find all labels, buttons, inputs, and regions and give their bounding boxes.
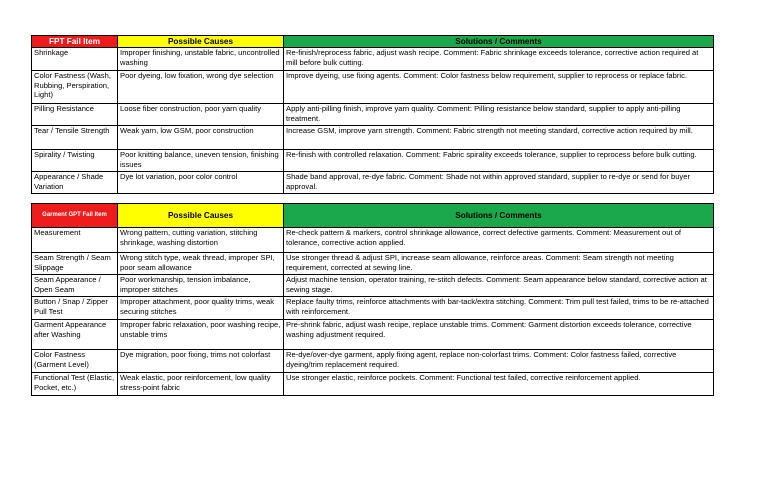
header-fail-item: Garment GPT Fail Item xyxy=(32,204,118,228)
table-row xyxy=(32,373,714,396)
table-row xyxy=(32,48,714,71)
solution-cell: Use stronger elastic, reinforce pockets. Comment: Functional test failed, corrective reinforcement applied. xyxy=(284,373,714,396)
garment-gpt-table xyxy=(31,203,714,396)
solution-cell: Re-check pattern & markers, control shrinkage allowance, correct defective garments. Comment: Measurement out of tolerance, corrective action applied. xyxy=(284,228,714,253)
header-solutions: Solutions / Comments xyxy=(284,204,714,228)
causes-cell: Poor workmanship, tension imbalance, improper stitches xyxy=(118,275,284,297)
fail-item-cell: Measurement xyxy=(32,228,118,253)
causes-cell: Poor knitting balance, uneven tension, finishing issues xyxy=(118,150,284,172)
fail-item-cell: Button / Snap / Zipper Pull Test xyxy=(32,297,118,320)
causes-cell: Weak elastic, poor reinforcement, low quality stress-point fabric xyxy=(118,373,284,396)
fail-item-cell: Color Fastness (Garment Level) xyxy=(32,350,118,373)
solution-cell: Apply anti-pilling finish, improve yarn quality. Comment: Pilling resistance below standard, supplier to apply anti-pilling treatment. xyxy=(284,104,714,126)
header-solutions: Solutions / Comments xyxy=(284,36,714,48)
fail-item-cell: Tear / Tensile Strength xyxy=(32,126,118,150)
solution-cell: Re-finish/reprocess fabric, adjust wash recipe. Comment: Fabric shrinkage exceeds tolerance, corrective action required at mill before bulk cutting. xyxy=(284,48,714,71)
causes-cell: Loose fiber construction, poor yarn quality xyxy=(118,104,284,126)
solution-cell: Use stronger thread & adjust SPI, increase seam allowance, reinforce areas. Comment: Seam strength not meeting requirement, corrected at sewing line. xyxy=(284,253,714,275)
fail-item-cell: Shrinkage xyxy=(32,48,118,71)
solution-cell: Replace faulty trims, reinforce attachments with bar-tack/extra stitching. Comment: Trim pull test failed, trims to be re-attached with reinforcement. xyxy=(284,297,714,320)
solution-cell: Shade band approval, re-dye fabric. Comment: Shade not within approved standard, supplier to re-dye or send for buyer approval. xyxy=(284,172,714,194)
fail-item-cell: Seam Appearance / Open Seam xyxy=(32,275,118,297)
table-header-row xyxy=(32,204,714,228)
table-row xyxy=(32,320,714,350)
fail-item-cell: Spirality / Twisting xyxy=(32,150,118,172)
causes-cell: Dye migration, poor fixing, trims not colorfast xyxy=(118,350,284,373)
causes-cell: Improper attachment, poor quality trims, weak securing stitches xyxy=(118,297,284,320)
table-row xyxy=(32,104,714,126)
fail-item-cell: Garment Appearance after Washing xyxy=(32,320,118,350)
solution-cell: Pre-shrink fabric, adjust wash recipe, replace unstable trims. Comment: Garment distortion exceeds tolerance, corrective washing adjustment required. xyxy=(284,320,714,350)
table-row xyxy=(32,71,714,104)
table-row xyxy=(32,253,714,275)
causes-cell: Improper fabric relaxation, poor washing recipe, unstable trims xyxy=(118,320,284,350)
causes-cell: Wrong stitch type, weak thread, improper SPI, poor seam allowance xyxy=(118,253,284,275)
causes-cell: Improper finishing, unstable fabric, uncontrolled washing xyxy=(118,48,284,71)
solution-cell: Improve dyeing, use fixing agents. Comment: Color fastness below requirement, supplier to reprocess or replace fabric. xyxy=(284,71,714,104)
solution-cell: Re-dye/over-dye garment, apply fixing agent, replace non-colorfast trims. Comment: Color fastness failed, corrective dyeing/trim replacement required. xyxy=(284,350,714,373)
fail-item-cell: Color Fastness (Wash, Rubbing, Perspiration, Light) xyxy=(32,71,118,104)
table-row xyxy=(32,228,714,253)
solution-cell: Increase GSM, improve yarn strength. Comment: Fabric strength not meeting standard, corrective action required by mill. xyxy=(284,126,714,150)
table-row xyxy=(32,150,714,172)
table-row xyxy=(32,350,714,373)
solution-cell: Re-finish with controlled relaxation. Comment: Fabric spirality exceeds tolerance, supplier to reprocess before bulk cutting. xyxy=(284,150,714,172)
header-possible-causes: Possible Causes xyxy=(118,204,284,228)
fail-item-cell: Seam Strength / Seam Slippage xyxy=(32,253,118,275)
table-row xyxy=(32,126,714,150)
table-header-row xyxy=(32,36,714,48)
header-possible-causes: Possible Causes xyxy=(118,36,284,48)
causes-cell: Poor dyeing, low fixation, wrong dye selection xyxy=(118,71,284,104)
causes-cell: Weak yarn, low GSM, poor construction xyxy=(118,126,284,150)
fail-item-cell: Appearance / Shade Variation xyxy=(32,172,118,194)
header-fail-item: FPT Fail Item xyxy=(32,36,118,48)
table-row xyxy=(32,275,714,297)
fail-item-cell: Pilling Resistance xyxy=(32,104,118,126)
causes-cell: Wrong pattern, cutting variation, stitching shrinkage, washing distortion xyxy=(118,228,284,253)
fail-item-cell: Functional Test (Elastic, Pocket, etc.) xyxy=(32,373,118,396)
table-row xyxy=(32,172,714,194)
causes-cell: Dye lot variation, poor color control xyxy=(118,172,284,194)
fabric-fpt-table xyxy=(31,35,714,194)
table-row xyxy=(32,297,714,320)
solution-cell: Adjust machine tension, operator training, re-stitch defects. Comment: Seam appearance below standard, corrective action at sewing stage. xyxy=(284,275,714,297)
